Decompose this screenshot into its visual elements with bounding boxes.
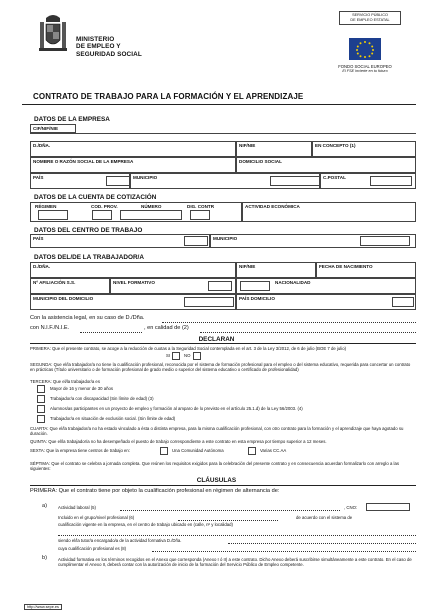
fecha-nac-label: FECHA DE NACIMIENTO [319, 264, 373, 269]
centro-pais-field[interactable] [30, 234, 210, 248]
trab-nif-label: NIF/NIE [239, 264, 256, 269]
numero-box[interactable] [120, 210, 182, 220]
domicilio-field[interactable] [236, 157, 416, 173]
sexta-varias-checkbox[interactable] [248, 447, 256, 455]
centro-pais-label: PAÍS [33, 236, 44, 241]
nombre-field[interactable] [30, 157, 236, 173]
declaran-cuarta: CUARTA: Que el/la trabajador/a no ha estado vinculado a ésta o distinta empresa, para la misma cualificación profesional, con otro contrato para la formación y el aprendizaje que haya agotado su duración. [30, 426, 404, 437]
cpostal-label: C.POSTAL [323, 175, 346, 180]
grupo-nivel-label: Incluido en el grupo/nivel profesional (6) [58, 515, 135, 520]
afiliacion-field[interactable] [30, 278, 110, 294]
sepe-line: SERVICIO PÚBLICO [352, 13, 388, 17]
asistencia-line1: Con la asistencia legal, en su caso de D./Dña. [30, 315, 145, 321]
centro-municipio-box[interactable] [360, 236, 410, 246]
opt-edad-checkbox[interactable] [37, 385, 45, 393]
cno-label: , CNO: [344, 505, 358, 510]
declaran-quinta: QUINTA: Que el/la trabajador/a no ha desempeñado el puesto de trabajo correspondiente a este contrato en esta empresa por tiempo superior a 12 meses. [30, 439, 327, 444]
dig-contr-box[interactable] [190, 210, 210, 220]
regimen-box[interactable] [38, 210, 68, 220]
footer-url-link[interactable]: http://www.sepe.es [24, 604, 62, 610]
declaran-septima: SÉPTIMA: Que el contrato se celebra a jornada completa. Que reúnen los requisitos exigidos para la celebración del presente contrato y en consecuencia acuerdan formalizarlo con arreglo a las siguientes: [30, 461, 400, 472]
asistencia-calidad-field[interactable] [200, 332, 416, 333]
regimen-label: RÉGIMEN [35, 204, 57, 209]
actividad-field[interactable] [242, 202, 416, 222]
actividad-label: ACTIVIDAD ECONÓMICA [245, 204, 300, 209]
pais-dom-box[interactable] [392, 297, 414, 307]
opt-discapacidad-label: Trabajador/a con discapacidad (Sin límite de edad) (3) [50, 396, 154, 401]
ministry-line: SEGURIDAD SOCIAL [76, 50, 142, 58]
tutor-name-field[interactable] [228, 543, 416, 544]
municipio-dom-label: MUNICIPIO DEL DOMICILIO [33, 296, 94, 301]
clausula-b-label: b) [42, 555, 47, 561]
cualificacion-line: cualificación vigente en la empresa, en el centro de trabajo ubicado en (calle, nº y localidad) [58, 522, 233, 527]
declaran-segunda: SEGUNDA: Que el/la trabajador/a no tiene la cualificación profesional, reconocida por el sistema de formación profesional para el empleo o del sistema educativo, requerida para concertar un contrato en prácticas (Título universitario o de formación profesional de grado medio o superior del sistema educativo o certificado de profesionalidad) [30, 362, 411, 373]
nif-label: NIF/NIE [239, 143, 256, 148]
declaran-tercera: TERCERA: Que el/la trabajador/a es [30, 379, 100, 384]
sepe-line: DE EMPLEO ESTATAL [350, 18, 390, 22]
section-trabajador-heading: DATOS DEL/DE LA TRABAJADOR/A [34, 254, 144, 261]
no-checkbox[interactable] [193, 352, 201, 360]
asistencia-nif-label: con N.I.F./N.I.E. [30, 325, 70, 331]
fse-logo-text [337, 64, 393, 74]
trab-dona-label: D./DÑA. [33, 264, 51, 269]
empresa-dona-field[interactable] [30, 141, 236, 157]
cno-box[interactable] [366, 503, 410, 511]
clausula-a-text: Actividad laboral (5) [58, 505, 96, 510]
no-label: NO [184, 353, 191, 358]
asistencia-name-field[interactable] [162, 322, 416, 323]
centro-ubicacion-field[interactable] [58, 535, 416, 536]
section-empresa-heading: DATOS DE LA EMPRESA [34, 116, 110, 123]
cod-prov-box[interactable] [92, 210, 112, 220]
municipio-code-box[interactable] [270, 176, 320, 186]
centro-pais-box[interactable] [184, 236, 208, 246]
section-centro-heading: DATOS DEL CENTRO DE TRABAJO [34, 227, 143, 234]
pais-dom-field[interactable] [236, 294, 416, 310]
grupo-nivel-field[interactable] [178, 520, 278, 521]
cod-prov-label: COD. PROV. [91, 204, 118, 209]
cif-field[interactable] [30, 133, 416, 134]
numero-label: NÚMERO [141, 204, 162, 209]
empresa-nif-field[interactable] [236, 141, 312, 157]
declaran-sexta: SEXTA: Que la empresa tiene centros de trabajo en: [30, 448, 130, 453]
declaran-heading: DECLARAN [198, 336, 235, 343]
sexta-una-checkbox[interactable] [160, 447, 168, 455]
sepe-badge [339, 11, 401, 25]
tutor-cualificacion-field[interactable] [152, 551, 416, 552]
pais-dom-label: PAÍS DOMICILIO [239, 296, 275, 301]
document-title: CONTRATO DE TRABAJO PARA LA FORMACIÓN Y EL APRENDIZAJE [33, 92, 304, 101]
fse-motto: El FSE invierte en tu futuro [342, 69, 388, 73]
opt-discapacidad-checkbox[interactable] [37, 395, 45, 403]
coat-of-arms-logo [38, 12, 68, 54]
cif-label: CIF/NIF/NIE [30, 124, 76, 133]
domicilio-label: DOMICILIO SOCIAL [239, 159, 282, 164]
pais-label: PAÍS [33, 175, 44, 180]
nivel-box[interactable] [208, 281, 232, 291]
afiliacion-label: Nº AFILIACIÓN S.S. [33, 280, 76, 285]
nivel-label: NIVEL FORMATIVO [113, 280, 155, 285]
municipio-dom-box[interactable] [184, 297, 234, 307]
cpostal-box[interactable] [370, 176, 412, 186]
opt-edad-label: Mayor de 16 y menor de 30 años [50, 386, 114, 391]
title-rule [22, 104, 416, 105]
section-cotizacion-heading: DATOS DE LA CUENTA DE COTIZACIÓN [34, 194, 157, 201]
opt-exclusion-checkbox[interactable] [37, 415, 45, 423]
opt-exclusion-label: Trabajador/a en situación de exclusión social. (Sin límite de edad) [50, 416, 176, 421]
si-checkbox[interactable] [172, 352, 180, 360]
sistema-label: de acuerdo con el sistema de [296, 515, 353, 520]
dig-contr-label: DIG. CONTR [187, 204, 215, 209]
opt-alumnos-label: Alumnos/as participantes en un proyecto de empleo y formación al amparo de lo previsto en el artículo 25.1.d) de la Ley 56/2003. (4) [50, 406, 303, 411]
nacionalidad-label: NACIONALIDAD [275, 280, 311, 285]
opt-alumnos-checkbox[interactable] [37, 405, 45, 413]
nacionalidad-box[interactable] [240, 281, 270, 291]
centro-municipio-label: MUNICIPIO [213, 236, 238, 241]
trab-nif-field[interactable] [236, 262, 316, 278]
ministry-name [76, 36, 142, 58]
ministry-line: DE EMPLEO Y [76, 43, 121, 51]
clausulas-heading: CLÁUSULAS [196, 477, 237, 484]
sexta-varias-label: Varias CC.AA [260, 448, 287, 453]
pais-code-box[interactable] [106, 176, 130, 186]
clausula-a-label: a) [42, 503, 47, 509]
clausulas-rule [30, 485, 416, 486]
en-concepto-label: EN CONCEPTO (1) [315, 143, 356, 148]
en-concepto-field[interactable] [312, 141, 416, 157]
municipio-label: MUNICIPIO [133, 175, 158, 180]
actividad-laboral-field[interactable] [120, 510, 340, 511]
fecha-nac-field[interactable] [316, 262, 416, 278]
sexta-una-label: Una Comunidad Autónoma [172, 448, 224, 453]
nombre-label: NOMBRE O RAZÓN SOCIAL DE LA EMPRESA [33, 159, 134, 164]
declaran-rule [30, 343, 416, 344]
si-label: SI [166, 353, 171, 358]
tutor-cualificacion-label: cuya cualificación profesional es (8) [58, 546, 127, 551]
declaran-primera: PRIMERA: Que el presente contrato, se acoge a la reducción de cuotas a la Seguridad Social contemplada en el art. 3 de la Ley 3/2012, de 6 de julio (BOE 7 de julio) [30, 346, 347, 351]
clausula-b-text: Actividad formativa en los términos recogidos en el Anexo que corresponda (Anexo I ó II) a este contrato. Dicho Anexo deberá suscribirse simultáneamente a este contrato. En el caso de cumplimentar el Anexo II, deberá contar con la autorización de inicio de la formación del Servicio Público de Empleo competente. [58, 557, 412, 568]
fse-title: FONDO SOCIAL EUROPEO [338, 64, 392, 69]
tutor-label: siendo el/la tutor/a encargado/a de la actividad formativa D./Dña. [58, 538, 182, 543]
clausulas-primera: PRIMERA: Que el contrato tiene por objeto la cualificación profesional en régimen de alternancia de: [30, 488, 280, 494]
dona-label: D./DÑA. [33, 143, 51, 148]
eu-flag-icon [349, 38, 381, 60]
asistencia-calidad-label: , en calidad de (2) [144, 325, 189, 331]
ministry-line: MINISTERIO [76, 36, 115, 43]
asistencia-nif-field[interactable] [80, 332, 142, 333]
trab-dona-field[interactable] [30, 262, 236, 278]
